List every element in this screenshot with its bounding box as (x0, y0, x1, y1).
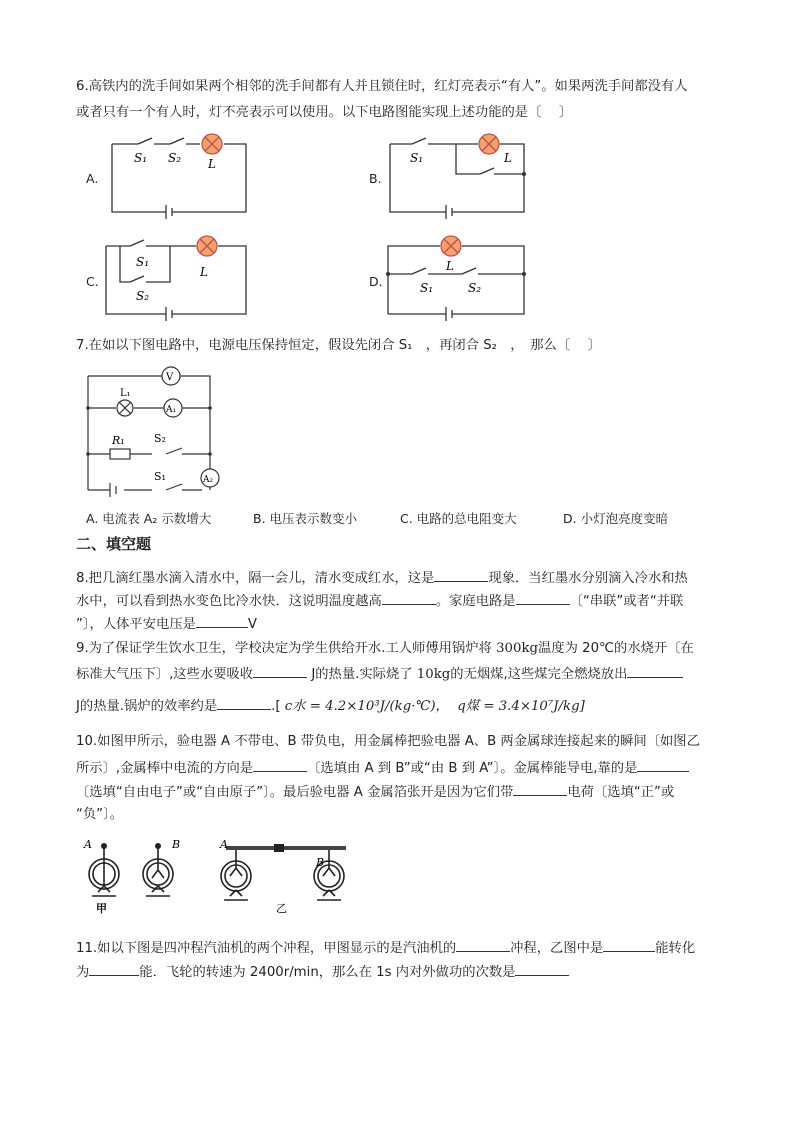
q10-text: 〔选填由 A 到 B”或“由 B 到 A”〕。金属棒能导电,靠的是 (307, 761, 638, 776)
label-l: L (504, 151, 512, 165)
label-yi: 乙 (276, 902, 287, 915)
q8-line2 (76, 590, 683, 612)
label-s2: S₂ (136, 289, 150, 303)
label-a: A (220, 838, 228, 851)
q11-text: 能转化 (655, 941, 696, 956)
label-l1: L₁ (120, 388, 131, 399)
q10-line2 (76, 757, 689, 779)
q9-text: 9.为了保证学生饮水卫生，学校决定为学生供给开水.工人师傅用锅炉将 (76, 641, 492, 656)
wire (388, 274, 524, 314)
q8-text: ”〕，人体平安电压是 (76, 617, 196, 632)
q6-option-a-circuit (100, 128, 260, 220)
label-s1: S₁ (420, 281, 434, 295)
q9-c-water: c水 = 4.2×10³J/(kg·℃)， (284, 699, 449, 714)
q9-line1 (76, 639, 694, 659)
q6-option-c-label: C. (86, 274, 99, 289)
q6-option-d-circuit (382, 230, 532, 322)
label-s2: S₂ (168, 151, 182, 165)
label-v: V (166, 372, 174, 383)
q9-text: .[ (271, 699, 281, 714)
q6-option-b-circuit (382, 128, 532, 220)
q8-text: 〔“串联”或者“并联 (569, 594, 684, 609)
switch (170, 138, 184, 144)
q8-blank-2[interactable] (382, 590, 436, 605)
label-l: L (446, 259, 454, 273)
q6-option-d-label: D. (369, 274, 383, 289)
wire (88, 376, 210, 490)
q7-option-c: C. 电路的总电阻变大 (400, 511, 517, 526)
q10-text: 所示〕,金属棒中电流的方向是 (76, 761, 254, 776)
q8-text: 8.把几滴红墨水滴入清水中，隔一会儿，清水变成红水，这是 (76, 571, 435, 586)
wire (106, 246, 246, 314)
wire (88, 484, 202, 490)
q11-text: 冲程，乙图中是 (510, 941, 604, 956)
q11-line2 (76, 961, 569, 983)
label-s2: S₂ (154, 432, 166, 445)
label-r1: R₁ (112, 434, 125, 447)
q9-text: J的热量.实际烧了 (311, 667, 413, 682)
q9-q-coal: q煤 = 3.4×10⁷J/kg] (457, 699, 585, 714)
switch (138, 138, 152, 144)
metal-rod (226, 846, 346, 850)
q10-text: 〔选填“自由电子”或“自由原子”〕。最后验电器 A 金属箔张开是因为它们带 (76, 785, 514, 800)
q9-blank-3[interactable] (217, 695, 271, 710)
switch (130, 276, 144, 282)
battery (110, 483, 116, 497)
q10-line4: “负”〕。 (76, 807, 124, 822)
switch (412, 268, 426, 274)
wire (88, 448, 210, 454)
q8-blank-3[interactable] (516, 590, 570, 605)
label-jia: 甲 (96, 902, 107, 915)
label-s1: S₁ (134, 151, 148, 165)
label-s1: S₁ (410, 151, 424, 165)
q8-line1 (76, 567, 688, 589)
q7-circuit (80, 362, 220, 504)
q6-option-c-circuit (100, 230, 260, 322)
q10-line3 (76, 781, 674, 803)
q9-blank-1[interactable] (253, 663, 307, 678)
q11-blank-1[interactable] (456, 937, 510, 952)
q9-text: 温度为 20℃的水烧开〔在 (538, 641, 694, 656)
resistor (110, 449, 130, 459)
q10-blank-3[interactable] (513, 781, 567, 796)
q11-blank-2[interactable] (603, 937, 655, 952)
q9-text: 的无烟煤,这些煤完全燃烧放出 (450, 667, 628, 682)
q7-option-d: D. 小灯泡亮度变暗 (563, 511, 669, 526)
battery (166, 205, 172, 219)
label-a2: A₂ (203, 475, 214, 485)
q8-blank-1[interactable] (434, 567, 488, 582)
label-b: B (316, 856, 325, 869)
q9-text: 标准大气压下〕,这些水要吸收 (76, 667, 254, 682)
q8-text: V (247, 617, 258, 632)
section-heading: 二、填空题 (76, 535, 152, 553)
q9-blank-2[interactable] (627, 663, 683, 678)
label-b: B (172, 838, 181, 851)
battery (446, 307, 452, 321)
q6-stem-line1: 6.高铁内的洗手间如果两个相邻的洗手间都有人并且锁住时，红灯亮表示“有人”。如果两洗手间都没有人 (76, 79, 688, 94)
q10-electroscope-figure (76, 838, 366, 916)
switch (462, 268, 476, 274)
switch (130, 240, 144, 246)
q11-blank-4[interactable] (515, 961, 569, 976)
label-a: A (84, 838, 92, 851)
switch (480, 168, 494, 174)
q8-text: 。家庭电路是 (435, 594, 516, 609)
q10-line1: 10.如图甲所示，验电器 A 不带电、B 带负电，用金属棒把验电器 A、B 两金属球连接起来的瞬间〔如图乙 (76, 734, 700, 749)
q6-stem-line2: 或者只有一个有人时，灯不亮表示可以使用。以下电路图能实现上述功能的是〔 〕 (76, 105, 573, 120)
q11-text: 11.如以下图是四冲程汽油机的两个冲程，甲图显示的是汽油机的 (76, 941, 457, 956)
q6-option-a-label: A. (86, 171, 99, 186)
q11-blank-3[interactable] (89, 961, 139, 976)
label-s1: S₁ (154, 470, 166, 483)
switch (412, 138, 426, 144)
q9-line2 (76, 663, 683, 685)
q11-text: 能．飞轮的转速为 2400r/min，那么在 1s 内对外做功的次数是 (139, 965, 516, 980)
q9-text: J的热量.锅炉的效率约是 (76, 699, 218, 714)
q8-text: 现象．当红墨水分别滴入冷水和热 (488, 571, 688, 586)
q10-blank-2[interactable] (637, 757, 689, 772)
q9-line3 (76, 695, 585, 717)
q8-blank-4[interactable] (196, 613, 248, 628)
q7-option-b: B. 电压表示数变小 (253, 511, 358, 526)
q7-stem: 7.在如以下图电路中，电源电压保持恒定，假设先闭合 S₁ ，再闭合 S₂ ， 那么〔 〕 (76, 338, 601, 353)
q11-text: 为 (76, 965, 90, 980)
label-s1: S₁ (136, 255, 150, 269)
q8-text: 水中，可以看到热水变色比冷水快．这说明温度越高 (76, 594, 382, 609)
q9-mass: 300kg (496, 641, 539, 656)
q9-coal: 10kg (416, 667, 451, 682)
q10-text: 电荷〔选填“正”或 (567, 785, 675, 800)
q7-option-a: A. 电流表 A₂ 示数增大 (86, 511, 212, 526)
battery (166, 307, 172, 321)
label-a1: A₁ (166, 405, 177, 415)
q11-line1 (76, 937, 695, 959)
q8-line3 (76, 613, 257, 635)
label-l: L (200, 265, 208, 279)
q6-option-b-label: B. (369, 171, 382, 186)
label-l: L (208, 157, 216, 171)
q10-blank-1[interactable] (253, 757, 307, 772)
label-s2: S₂ (468, 281, 482, 295)
battery (446, 205, 452, 219)
